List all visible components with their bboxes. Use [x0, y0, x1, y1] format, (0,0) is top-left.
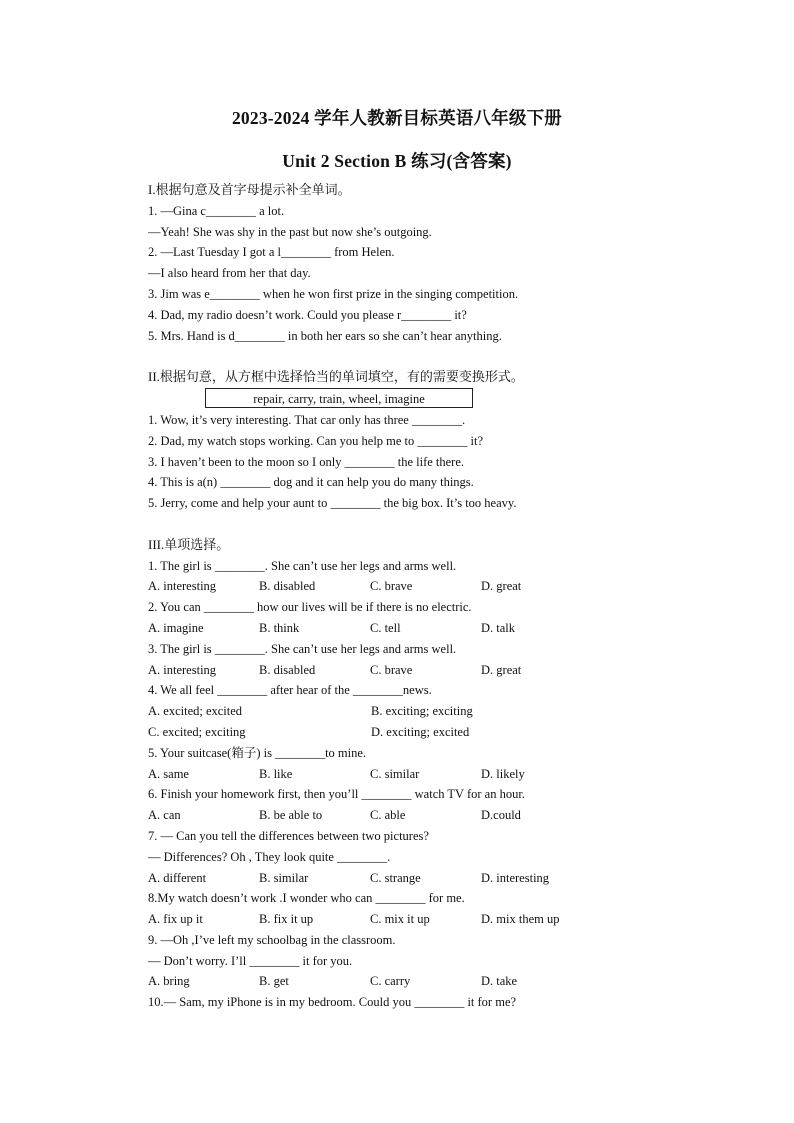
answer-option: D. mix them up	[481, 912, 560, 927]
spacer	[148, 346, 668, 367]
question-line: 5. Mrs. Hand is d________ in both her ears so she can’t hear anything.	[148, 328, 502, 343]
answer-option: B. fix it up	[259, 912, 314, 927]
question-line: 4. This is a(n) ________ dog and it can help you do many things.	[148, 475, 474, 490]
question-stem: 5. Your suitcase(箱子) is ________to mine.	[148, 745, 367, 760]
options-row	[148, 805, 668, 826]
answer-option: B. get	[259, 974, 289, 989]
answer-option: A. different	[148, 870, 207, 885]
answer-option: C. tell	[370, 620, 401, 635]
word-box-row	[148, 388, 668, 410]
answer-option: A. can	[148, 808, 181, 823]
answer-option: D.could	[481, 808, 521, 823]
answer-option: D. interesting	[481, 870, 550, 885]
answer-option: A. imagine	[148, 620, 204, 635]
answer-option: A. interesting	[148, 662, 217, 677]
question-stem: 7. — Can you tell the differences between two pictures?	[148, 828, 429, 843]
answer-option: C. brave	[370, 579, 413, 594]
answer-option: C. strange	[370, 870, 421, 885]
answer-option: B. disabled	[259, 579, 316, 594]
options-row	[148, 909, 668, 930]
answer-option: D. talk	[481, 620, 516, 635]
question-line: —Yeah! She was shy in the past but now she’s outgoing.	[148, 224, 432, 239]
options-row	[148, 701, 668, 722]
question-stem: 8.My watch doesn’t work .I wonder who can ________ for me.	[148, 891, 465, 906]
answer-option: A. interesting	[148, 579, 217, 594]
spacer	[148, 514, 668, 535]
answer-option: C. carry	[370, 974, 411, 989]
question-stem: — Don’t worry. I’ll ________ it for you.	[148, 953, 353, 968]
question-stem: 1. The girl is ________. She can’t use her legs and arms well.	[148, 558, 457, 573]
question-line: 1. Wow, it’s very interesting. That car only has three ________.	[148, 412, 466, 427]
answer-option: D. great	[481, 579, 522, 594]
answer-option: D. likely	[481, 766, 525, 781]
section2-heading: II.根据句意，从方框中选择恰当的单词填空，有的需要变换形式。	[148, 369, 524, 385]
answer-option: B. similar	[259, 870, 309, 885]
question-stem: 3. The girl is ________. She can’t use her legs and arms well.	[148, 641, 457, 656]
options-row	[148, 868, 668, 889]
question-stem: 9. —Oh ,I’ve left my schoolbag in the classroom.	[148, 932, 396, 947]
options-row	[148, 576, 668, 597]
options-row	[148, 722, 668, 743]
answer-option: D. great	[481, 662, 522, 677]
question-stem: — Differences? Oh , They look quite ________.	[148, 849, 391, 864]
answer-option: A. same	[148, 766, 189, 781]
question-stem: 2. You can ________ how our lives will be if there is no electric.	[148, 600, 472, 615]
answer-option: A. bring	[148, 974, 190, 989]
page-subtitle: Unit 2 Section B 练习(含答案)	[282, 151, 512, 171]
answer-option: D. take	[481, 974, 518, 989]
worksheet-content	[148, 180, 668, 1013]
answer-option: C. able	[370, 808, 406, 823]
question-line: 2. —Last Tuesday I got a l________ from Helen.	[148, 245, 395, 260]
question-line: 4. Dad, my radio doesn’t work. Could you please r________ it?	[148, 307, 467, 322]
options-row	[148, 618, 668, 639]
answer-option: C. excited; exciting	[148, 724, 246, 739]
question-line: 3. I haven’t been to the moon so I only ________ the life there.	[148, 454, 465, 469]
section3-heading: III.单项选择。	[148, 536, 230, 552]
page-title: 2023-2024 学年人教新目标英语八年级下册	[231, 108, 562, 128]
answer-option: D. exciting; excited	[371, 724, 470, 739]
question-line: —I also heard from her that day.	[148, 266, 311, 281]
options-row	[148, 764, 668, 785]
question-line: 5. Jerry, come and help your aunt to ________ the big box. It’s too heavy.	[148, 496, 517, 511]
answer-option: A. excited; excited	[148, 704, 243, 719]
question-stem: 6. Finish your homework first, then you’ll ________ watch TV for an hour.	[148, 787, 525, 802]
question-stem: 10.— Sam, my iPhone is in my bedroom. Could you ________ it for me?	[148, 995, 517, 1010]
answer-option: C. similar	[370, 766, 420, 781]
question-line: 3. Jim was e________ when he won first prize in the singing competition.	[148, 286, 519, 301]
section1-heading: I.根据句意及首字母提示补全单词。	[148, 182, 351, 197]
word-box: repair, carry, train, wheel, imagine	[205, 388, 473, 408]
options-row	[148, 660, 668, 681]
answer-option: A. fix up it	[148, 912, 203, 927]
question-line: 1. —Gina c________ a lot.	[148, 203, 285, 218]
answer-option: C. mix it up	[370, 912, 430, 927]
answer-option: B. be able to	[259, 808, 323, 823]
question-line: 2. Dad, my watch stops working. Can you help me to ________ it?	[148, 433, 484, 448]
question-stem: 4. We all feel ________ after hear of the ________news.	[148, 683, 432, 698]
answer-option: B. like	[259, 766, 293, 781]
multiple-choice-list	[148, 556, 668, 1014]
answer-option: B. disabled	[259, 662, 316, 677]
options-row	[148, 971, 668, 992]
answer-option: B. think	[259, 620, 300, 635]
answer-option: B. exciting; exciting	[371, 704, 473, 719]
answer-option: C. brave	[370, 662, 413, 677]
